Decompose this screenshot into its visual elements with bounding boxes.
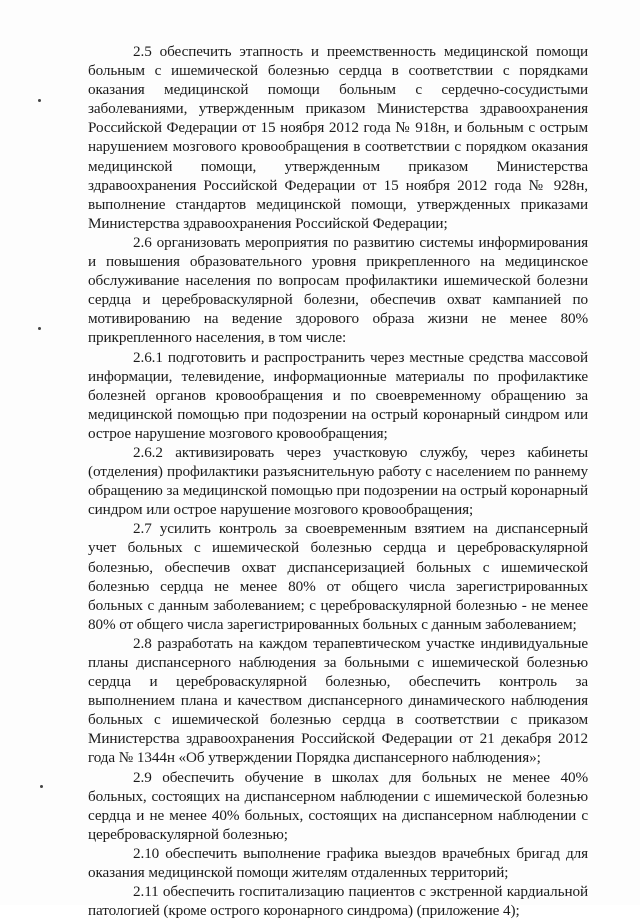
scan-speck xyxy=(40,785,43,788)
paragraph-2-8: 2.8 разработать на каждом терапевтическом участке индивидуальные планы диспансерного наблюдения за больными с ишемической болезнью сердца и цереброваскулярной болезнью, обеспечить контроль за выполнением плана и качеством диспансерного динамического наблюдения больных с ишемической болезнью сердца в соответствии с приказом Министерства здравоохранения Российской Федерации от 21 декабря 2012 года № 1344н «Об утверждении Порядка диспансерного наблюдения»; xyxy=(88,634,588,767)
paragraph-2-7: 2.7 усилить контроль за своевременным взятием на диспансерный учет больных с ишемической болезнью сердца и цереброваскулярной болезнью, обеспечив охват диспансеризацией больных с ишемической болезнью сердца не менее 80% от общего числа зарегистрированных больных с данным заболеванием; с цереброваскулярной болезнью - не менее 80% от общего числа зарегистрированных больных с данным заболеванием; xyxy=(88,520,588,633)
paragraph-2-5: 2.5 обеспечить этапность и преемственность медицинской помощи больным с ишемической болезнью сердца в соответствии с порядками оказания медицинской помощи больным с сердечно-сосудистыми заболеваниями, утвержденным приказом Министерства здравоохранения Российской Федерации от 15 ноября 2012 года № 918н, и больным с острым нарушением мозгового кровообращения в соответствии с порядком оказания медицинской помощи, утвержденным приказом Министерства здравоохранения Российской Федерации от 15 ноября 2012 года № 928н, выполнение стандартов медицинской помощи, утвержденных приказами Министерства здравоохранения Российской Федерации; xyxy=(88,43,588,232)
scan-speck xyxy=(38,99,41,102)
paragraph-2-6: 2.6 организовать мероприятия по развитию системы информирования и повышения образовательного уровня прикрепленного на медицинское обслуживание населения по вопросам профилактики ишемической болезни сердца и цереброваскулярной болезни, обеспечив охват кампанией по мотивированию на ведение здорового образа жизни не менее 80% прикрепленного населения, в том числе: xyxy=(88,233,588,347)
paragraph-2-6-1: 2.6.1 подготовить и распространить через местные средства массовой информации, телевидение, информационные материалы по профилактике болезней органов кровообращения и по своевременному обращению за медицинской помощью при подозрении на острый коронарный синдром или острое нарушение мозгового кровообращения; xyxy=(88,348,588,442)
paragraph-2-11: 2.11 обеспечить госпитализацию пациентов с экстренной кардиальной патологией (кроме острого коронарного синдрома) (приложение 4); xyxy=(88,883,588,920)
paragraph-2-6-2: 2.6.2 активизировать через участковую службу, через кабинеты (отделения) профилактики разъяснительную работу с населением по раннему обращению за медицинской помощью при подозрении на острый коронарный синдром или острое нарушение мозгового кровообращения; xyxy=(88,443,588,519)
paragraph-2-10: 2.10 обеспечить выполнение графика выездов врачебных бригад для оказания медицинской помощи жителям отдаленных территорий; xyxy=(88,844,588,882)
paragraph-2-9: 2.9 обеспечить обучение в школах для больных не менее 40% больных, состоящих на диспансерном наблюдении с ишемической болезнью сердца и не менее 40% больных, состоящих на диспансерном наблюдении с цереброваскулярной болезнью; xyxy=(88,768,588,843)
document-body xyxy=(88,42,588,920)
scan-speck xyxy=(38,327,41,330)
